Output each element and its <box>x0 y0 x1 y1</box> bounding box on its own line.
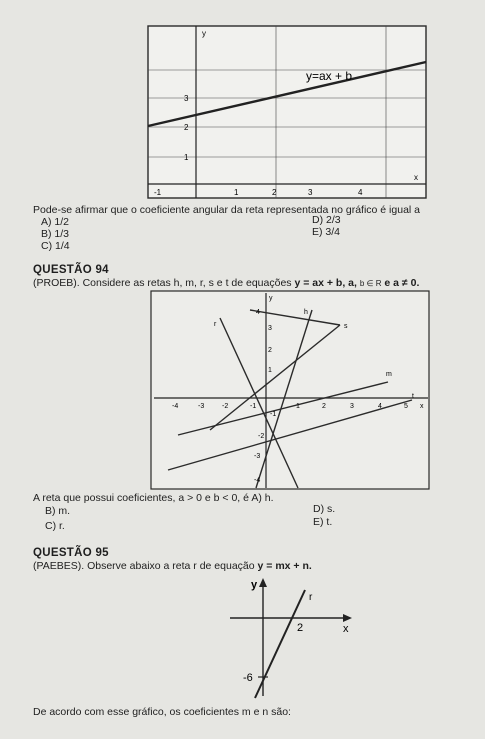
q94-line-label-t: t <box>412 393 414 400</box>
q94-stem-set: b ∈ R <box>359 279 382 288</box>
q95-y-label: y <box>251 579 258 591</box>
q94-stem-prefix: (PROEB). Considere as retas h, m, r, s e t de equações <box>33 277 292 289</box>
q94-stem2: A reta que possui coeficientes, a > 0 e b < 0, é A) h. <box>33 492 274 504</box>
q94-x-tick: -1 <box>250 403 257 410</box>
q94-y-tick: -1 <box>270 411 277 418</box>
q95-stem-prefix: (PAEBES). Observe abaixo a reta r de equação <box>33 560 255 572</box>
q94-option-b: B) m. <box>45 505 71 517</box>
q94-line-label-s: s <box>344 323 348 330</box>
q94-graph <box>150 290 430 490</box>
q93-option-c: C) 1/4 <box>41 240 70 252</box>
q93-y-tick: 1 <box>184 153 189 162</box>
q95-x-intercept-label: 2 <box>297 622 304 634</box>
q94-y-axis-label: y <box>269 295 273 302</box>
q93-option-a: A) 1/2 <box>41 216 70 228</box>
q94-x-axis-label: x <box>420 403 424 410</box>
q95-stem-equation: y = mx + n. <box>257 560 312 572</box>
q93-x-axis-label: x <box>414 173 418 182</box>
q95-y-intercept-label: -6 <box>243 672 253 684</box>
q95-y-axis-arrow <box>259 578 267 587</box>
q93-y-axis-label: y <box>202 29 206 38</box>
q94-x-tick: 2 <box>322 403 326 410</box>
q94-y-tick: -4 <box>254 477 261 484</box>
q93-line-label: y=ax + b <box>306 69 353 83</box>
q94-y-tick: 3 <box>268 325 272 332</box>
q94-line-label-r: r <box>214 321 217 328</box>
q94-line-label-m: m <box>386 371 392 378</box>
q93-x-tick: 1 <box>234 188 239 197</box>
q94-stem-equation: y = ax + b, a, <box>294 277 357 289</box>
q94-stem-suffix: e a ≠ 0. <box>384 277 420 289</box>
q94-x-tick: -4 <box>172 403 179 410</box>
q94-y-tick: 2 <box>268 347 272 354</box>
q93-x-tick: 4 <box>358 188 363 197</box>
q93-y-tick: 3 <box>184 94 189 103</box>
q93-stem: Pode-se afirmar que o coeficiente angular da reta representada no gráfico é igual a <box>33 204 420 216</box>
q94-title: QUESTÃO 94 <box>33 264 109 276</box>
q94-x-tick: 3 <box>350 403 354 410</box>
q94-y-tick: 4 <box>256 309 260 316</box>
q93-option-b: B) 1/3 <box>41 228 70 240</box>
q94-graph-frame <box>151 291 429 489</box>
q94-x-tick: 4 <box>378 403 382 410</box>
q93-option-e: E) 3/4 <box>312 226 341 238</box>
q95-stem2: De acordo com esse gráfico, os coeficientes m e n são: <box>33 706 291 718</box>
q95-x-label: x <box>343 623 349 635</box>
q93-x-tick: -1 <box>154 188 162 197</box>
q95-title: QUESTÃO 95 <box>33 547 109 559</box>
q94-y-tick: -2 <box>258 433 265 440</box>
q93-y-tick: 2 <box>184 123 189 132</box>
q93-graph <box>146 24 428 202</box>
q93-graph-frame <box>148 26 426 198</box>
q94-option-d: D) s. <box>313 503 336 515</box>
q95-graph <box>225 574 360 699</box>
q94-stem <box>33 277 419 290</box>
q94-x-tick: -2 <box>222 403 229 410</box>
q94-y-tick: 1 <box>268 367 272 374</box>
q94-y-tick: -3 <box>254 453 261 460</box>
q95-r-label: r <box>309 592 313 603</box>
q94-x-tick: 5 <box>404 403 408 410</box>
q93-option-d: D) 2/3 <box>312 214 341 226</box>
q94-x-tick: 1 <box>296 403 300 410</box>
q93-x-tick: 3 <box>308 188 313 197</box>
q93-x-tick: 2 <box>272 188 277 197</box>
q94-option-c: C) r. <box>45 520 65 532</box>
q94-option-e: E) t. <box>313 516 333 528</box>
q95-stem <box>33 560 312 572</box>
q94-line-label-h: h <box>304 309 308 316</box>
q95-x-axis-arrow <box>343 614 352 622</box>
q94-x-tick: -3 <box>198 403 205 410</box>
